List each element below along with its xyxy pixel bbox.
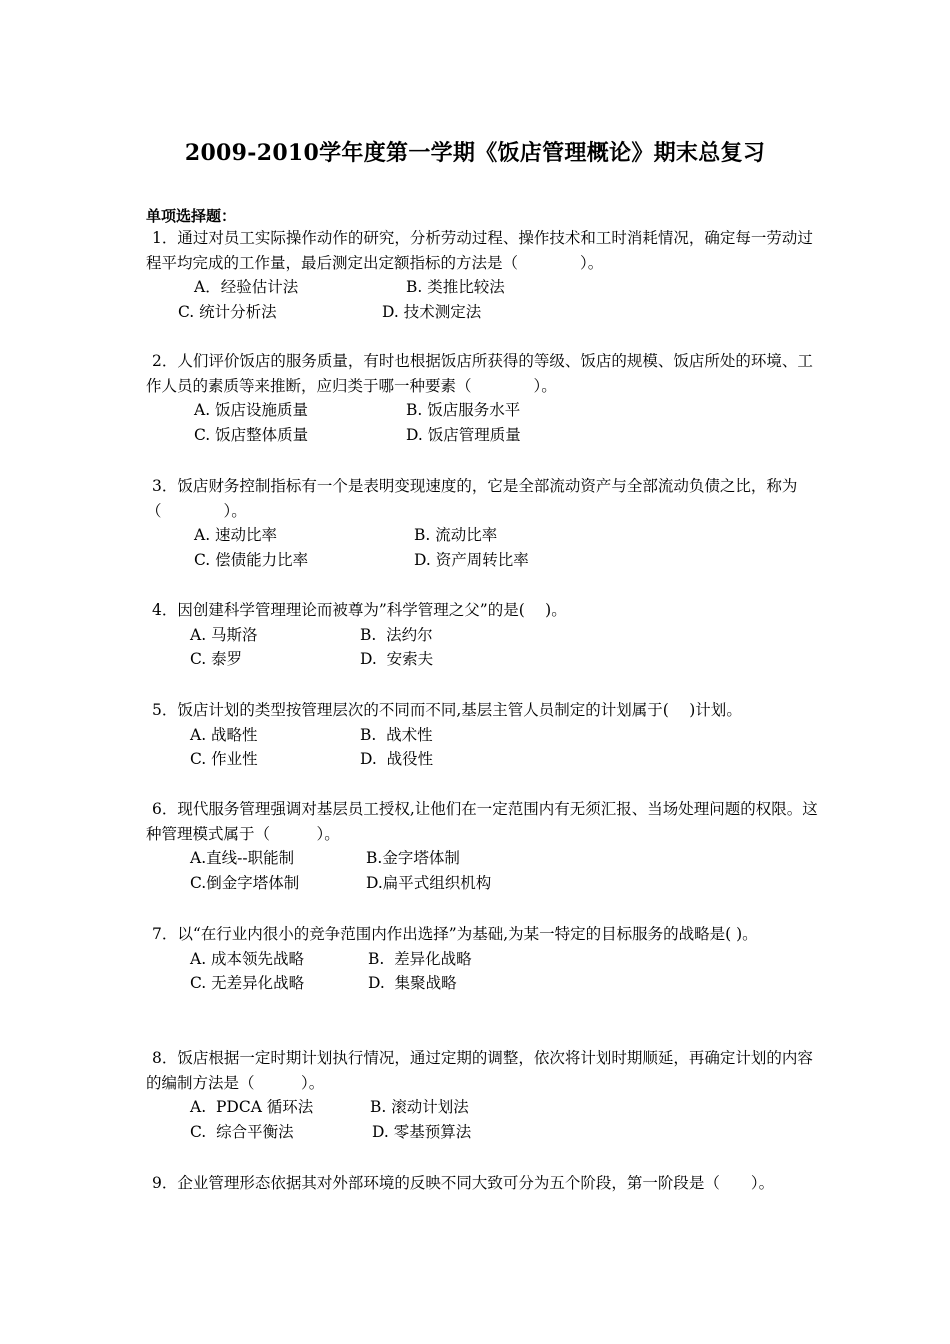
option-a: A. PDCA 循环法 — [190, 1098, 314, 1116]
option-b: B. 饭店服务水平 — [406, 401, 521, 419]
option-b: B. 法约尔 — [360, 625, 433, 644]
option-d: D. 资产周转比率 — [414, 550, 529, 569]
option-a: A. 马斯洛 — [190, 625, 258, 644]
option-c: C. 统计分析法 — [178, 302, 277, 321]
option-a: A. 成本领先战略 — [190, 949, 305, 968]
question-8 — [146, 1046, 826, 1144]
option-row — [146, 398, 826, 423]
question-stem: 9．企业管理形态依据其对外部环境的反映不同大致可分为五个阶段，第一阶段是（ ）。 — [152, 1174, 775, 1192]
option-d: D. 饭店管理质量 — [406, 425, 521, 444]
option-d: D. 安索夫 — [360, 650, 434, 668]
question-4 — [146, 598, 826, 672]
question-stem: 6．现代服务管理强调对基层员工授权,让他们在一定范围内有无须汇报、当场处理问题的权限。这种管理模式属于（ ）。 — [146, 800, 818, 843]
option-d: D. 战役性 — [360, 750, 434, 768]
question-7 — [146, 922, 826, 996]
question-5 — [146, 698, 826, 772]
option-c: C. 偿债能力比率 — [194, 550, 309, 569]
option-b: B. 流动比率 — [414, 526, 498, 544]
question-stem: 4．因创建科学管理理论而被尊为”科学管理之父”的是( )。 — [152, 601, 567, 619]
option-d: D.扁平式组织机构 — [366, 873, 492, 892]
option-row — [146, 423, 826, 448]
option-row — [146, 623, 826, 648]
option-row — [146, 1120, 826, 1145]
option-a: A. 战略性 — [190, 725, 258, 744]
option-a: A．经验估计法 — [194, 278, 299, 296]
option-a: A. 饭店设施质量 — [194, 401, 309, 419]
option-c: C. 作业性 — [190, 750, 258, 768]
option-row — [146, 846, 826, 871]
option-row — [146, 747, 826, 772]
option-row — [146, 723, 826, 748]
option-d: D. 集聚战略 — [368, 974, 457, 992]
question-stem: 2．人们评价饭店的服务质量，有时也根据饭店所获得的等级、饭店的规模、饭店所处的环境、工作人员的素质等来推断，应归类于哪一种要素（ ）。 — [146, 352, 813, 395]
option-b: B.金字塔体制 — [366, 849, 460, 867]
option-a: A.直线--职能制 — [190, 849, 295, 867]
option-row — [146, 275, 826, 300]
option-row — [146, 971, 826, 996]
question-stem: 8．饭店根据一定时期计划执行情况，通过定期的调整，依次将计划时期顺延，再确定计划的内容的编制方法是（ ）。 — [146, 1049, 813, 1092]
option-row — [146, 300, 826, 325]
question-9 — [146, 1171, 826, 1196]
question-stem: 7．以“在行业内很小的竞争范围内作出选择”为基础,为某一特定的目标服务的战略是( )。 — [152, 925, 758, 943]
question-stem: 3．饭店财务控制指标有一个是表明变现速度的，它是全部流动资产与全部流动负债之比，称为（ ）。 — [146, 477, 798, 520]
option-c: C. 无差异化战略 — [190, 974, 305, 992]
option-row — [146, 871, 826, 896]
question-3 — [146, 474, 826, 572]
option-d: D. 技术测定法 — [382, 302, 482, 321]
option-b: B. 滚动计划法 — [370, 1098, 469, 1116]
option-c: C.倒金字塔体制 — [190, 873, 300, 892]
option-b: B. 类推比较法 — [406, 278, 505, 296]
option-c: C. 综合平衡法 — [190, 1122, 294, 1141]
option-row — [146, 647, 826, 672]
option-row — [146, 523, 826, 548]
question-1 — [146, 226, 826, 324]
option-b: B. 战术性 — [360, 725, 433, 744]
question-stem: 5．饭店计划的类型按管理层次的不同而不同,基层主管人员制定的计划属于( )计划。 — [152, 701, 742, 719]
section-heading: 单项选择题： — [146, 207, 237, 225]
option-d: D. 零基预算法 — [372, 1122, 472, 1141]
option-row — [146, 548, 826, 573]
option-b: B. 差异化战略 — [368, 949, 472, 968]
question-6 — [146, 797, 826, 895]
option-c: C. 饭店整体质量 — [194, 425, 309, 444]
option-row — [146, 947, 826, 972]
option-row — [146, 1095, 826, 1120]
document-title: 2009-2010学年度第一学期《饭店管理概论》期末总复习 — [184, 140, 766, 166]
question-2 — [146, 349, 826, 447]
option-c: C. 泰罗 — [190, 650, 243, 668]
option-a: A. 速动比率 — [194, 526, 278, 544]
question-stem: 1．通过对员工实际操作动作的研究，分析劳动过程、操作技术和工时消耗情况，确定每一劳动过程平均完成的工作量，最后测定出定额指标的方法是（ ）。 — [146, 229, 813, 272]
